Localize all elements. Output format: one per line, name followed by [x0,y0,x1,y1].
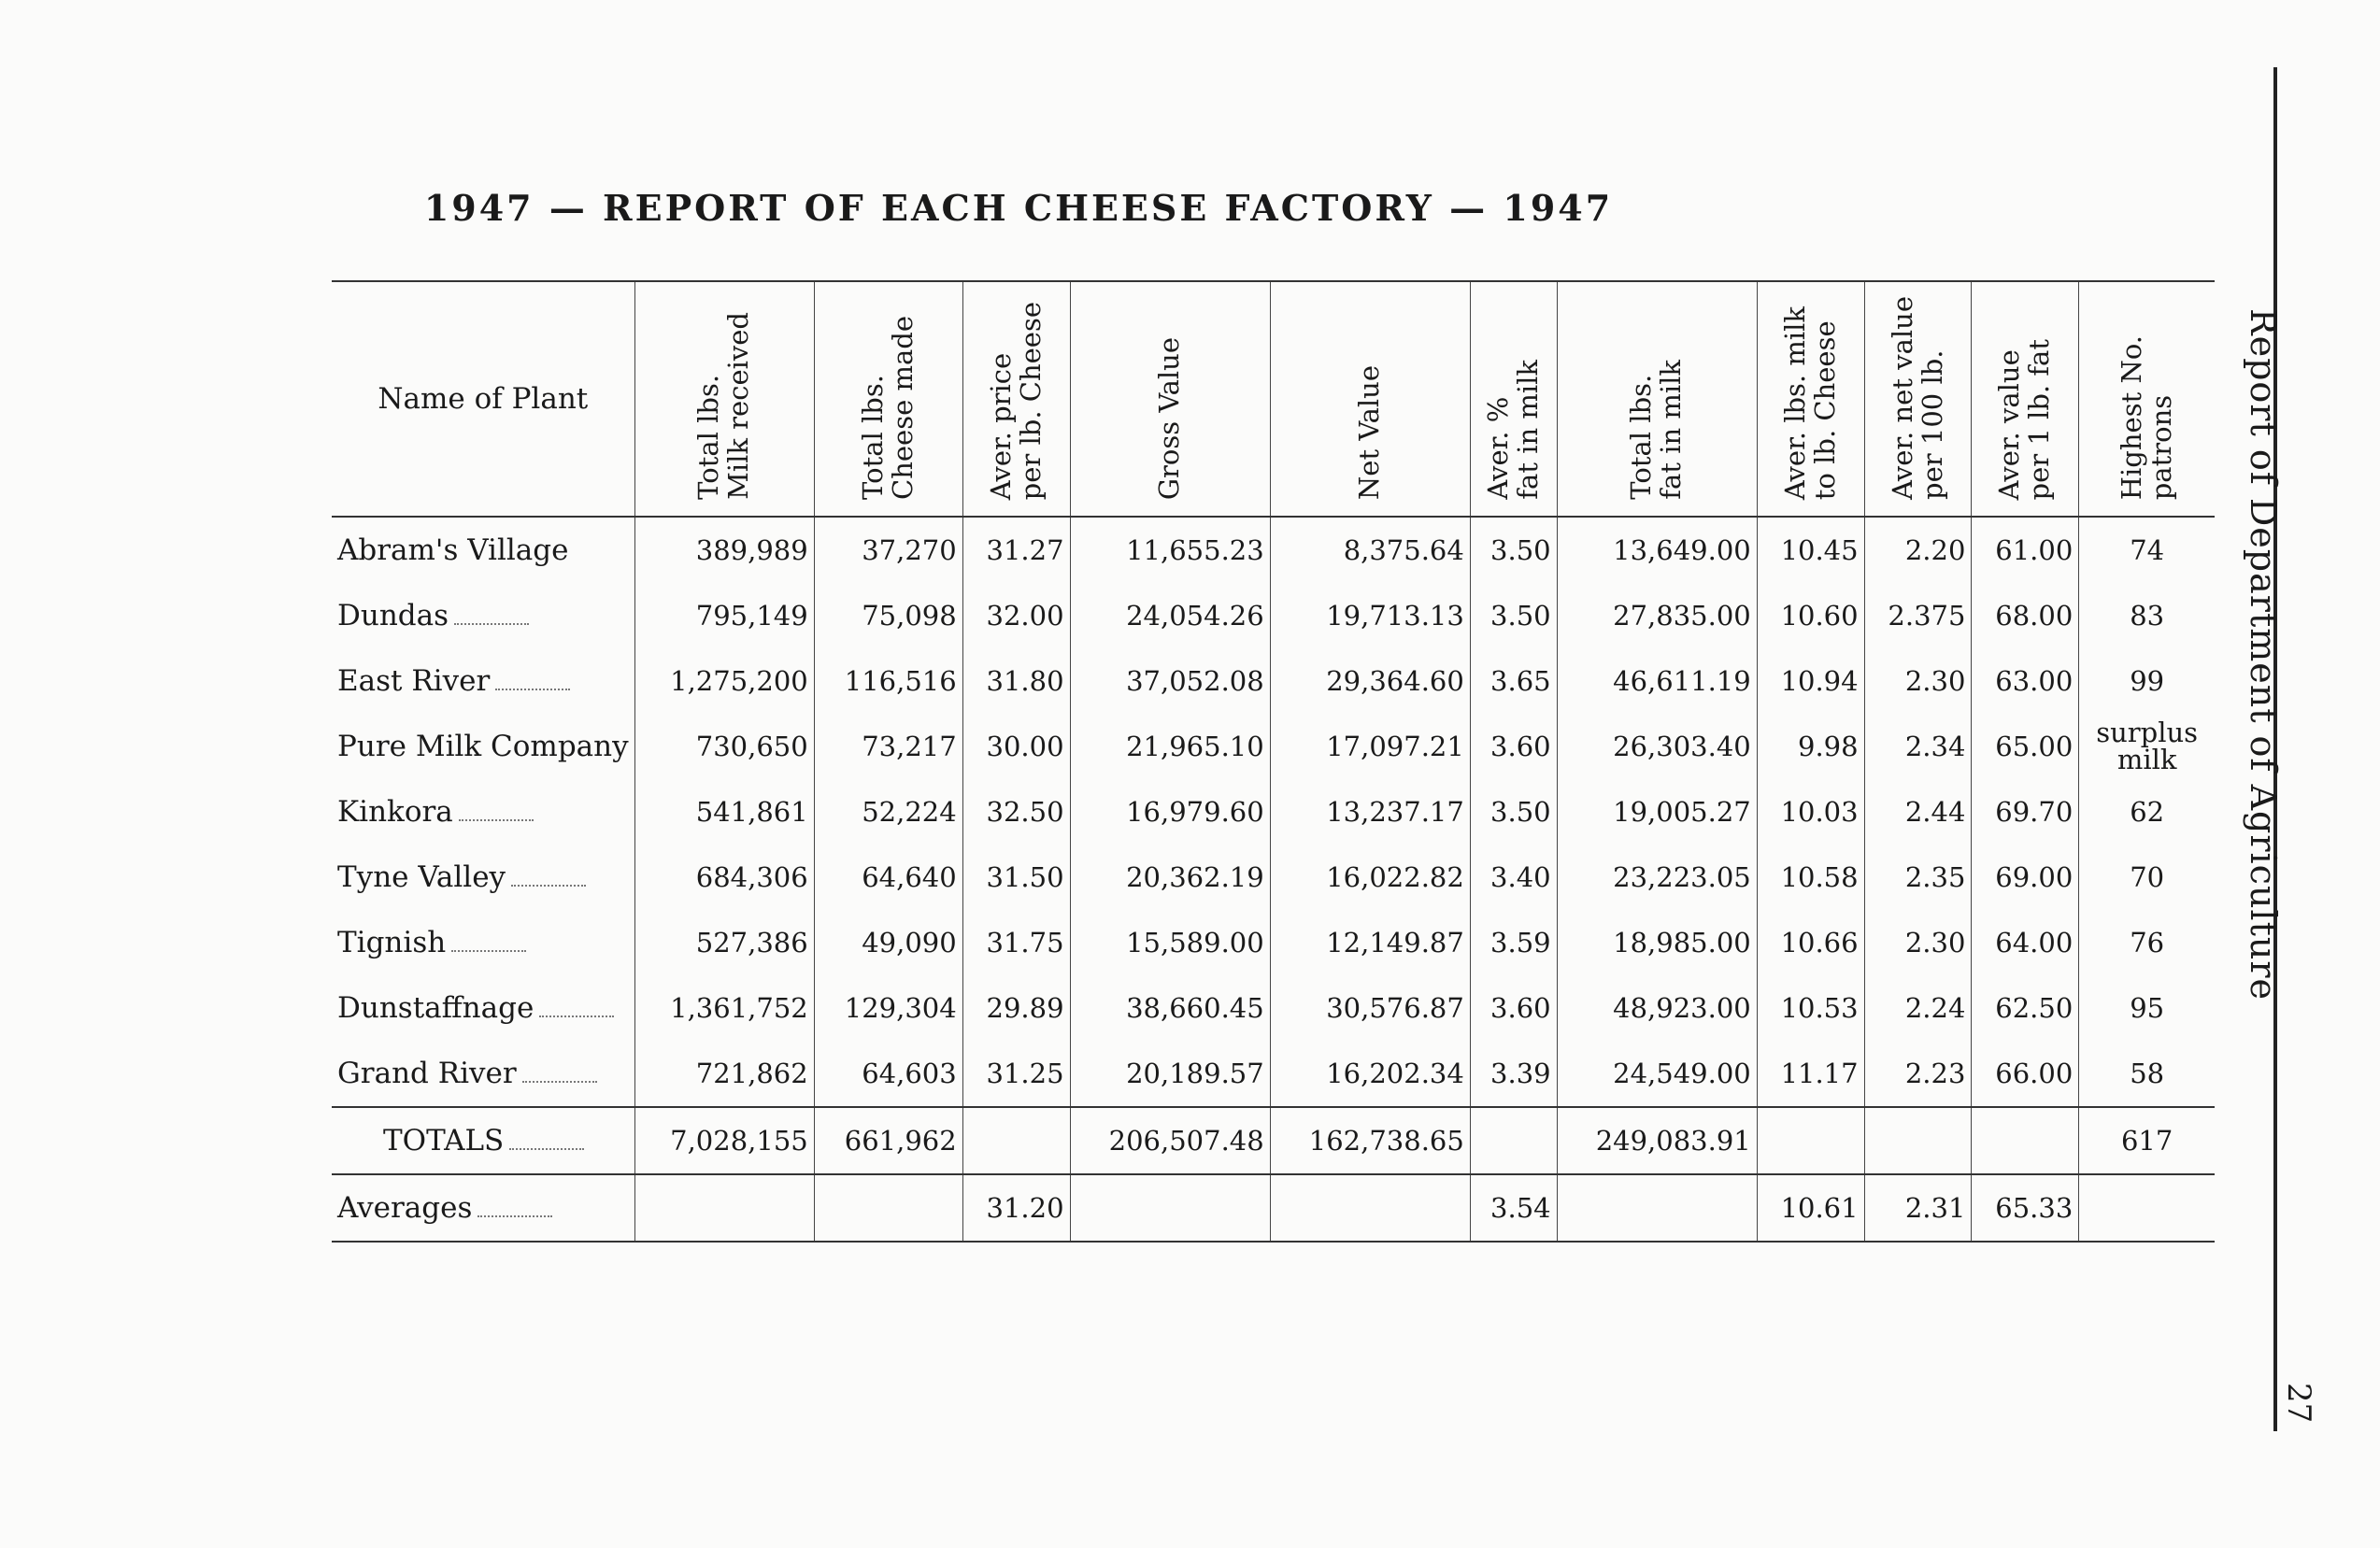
cell-total-fat: 249,083.91 [1557,1107,1757,1174]
header-row [332,281,2215,517]
cell-milk-to-cheese: 10.61 [1757,1174,1864,1242]
cell-milk-to-cheese: 9.98 [1757,714,1864,779]
table-row [332,845,2215,910]
cell-avg-fat-pct: 3.50 [1470,583,1557,648]
header-avg-price-per-lb: Aver. price per lb. Cheese [962,281,1070,517]
cell-net-value: 13,237.17 [1270,779,1470,845]
cell-value-per-lb-fat: 61.00 [1972,517,2079,583]
cell-gross-value [1070,1174,1270,1242]
cell-net-value [1270,1174,1470,1242]
cell-gross-value: 16,979.60 [1070,779,1270,845]
cell-net-value-per-100lb: 2.24 [1864,975,1972,1041]
cell-value-per-lb-fat: 65.33 [1972,1174,2079,1242]
cell-milk-to-cheese: 10.53 [1757,975,1864,1041]
cell-avg-fat-pct [1470,1107,1557,1174]
cell-net-value-per-100lb: 2.20 [1864,517,1972,583]
cell-milk-received: 1,361,752 [634,975,814,1041]
cell-milk-received: 721,862 [634,1041,814,1107]
cell-cheese-made: 661,962 [814,1107,962,1174]
cell-cheese-made: 73,217 [814,714,962,779]
cell-total-fat: 23,223.05 [1557,845,1757,910]
cell-highest-patrons: 95 [2079,975,2215,1041]
cell-milk-received [634,1174,814,1242]
cell-net-value-per-100lb: 2.30 [1864,910,1972,975]
cell-milk-received: 541,861 [634,779,814,845]
cell-highest-patrons: 83 [2079,583,2215,648]
cell-milk-received: 684,306 [634,845,814,910]
table-row [332,517,2215,583]
header-milk-received: Total lbs. Milk received [634,281,814,517]
cell-milk-to-cheese: 11.17 [1757,1041,1864,1107]
cell-avg-price-per-lb [962,1107,1070,1174]
cell-highest-patrons: 74 [2079,517,2215,583]
cell-avg-fat-pct: 3.54 [1470,1174,1557,1242]
cell-cheese-made: 37,270 [814,517,962,583]
table-row [332,975,2215,1041]
table-row [332,1041,2215,1107]
cell-avg-fat-pct: 3.59 [1470,910,1557,975]
cell-milk-to-cheese: 10.94 [1757,648,1864,714]
cell-total-fat: 19,005.27 [1557,779,1757,845]
running-head: Report of Department of Agriculture [2243,308,2284,1001]
cell-gross-value: 206,507.48 [1070,1107,1270,1174]
cell-plant-name: Tignish [332,910,634,975]
cell-total-fat: 26,303.40 [1557,714,1757,779]
header-total-fat: Total lbs. fat in milk [1557,281,1757,517]
cell-milk-to-cheese: 10.03 [1757,779,1864,845]
header-value-per-lb-fat: Aver. value per 1 lb. fat [1972,281,2079,517]
cell-milk-received: 730,650 [634,714,814,779]
leader-dots [509,1147,584,1150]
cell-plant-name: Tyne Valley [332,845,634,910]
cell-value-per-lb-fat: 69.00 [1972,845,2079,910]
cell-plant-name: Averages [332,1174,634,1242]
cell-milk-received: 389,989 [634,517,814,583]
cell-net-value-per-100lb: 2.35 [1864,845,1972,910]
cell-cheese-made: 49,090 [814,910,962,975]
cell-value-per-lb-fat: 66.00 [1972,1041,2079,1107]
cell-cheese-made: 75,098 [814,583,962,648]
cell-avg-price-per-lb: 32.50 [962,779,1070,845]
cell-value-per-lb-fat: 64.00 [1972,910,2079,975]
cell-value-per-lb-fat: 69.70 [1972,779,2079,845]
header-milk-to-cheese: Aver. lbs. milk to lb. Cheese [1757,281,1864,517]
cell-gross-value: 24,054.26 [1070,583,1270,648]
cell-avg-price-per-lb: 31.80 [962,648,1070,714]
cell-value-per-lb-fat: 62.50 [1972,975,2079,1041]
cell-net-value-per-100lb: 2.30 [1864,648,1972,714]
cell-milk-received: 7,028,155 [634,1107,814,1174]
cell-net-value-per-100lb: 2.34 [1864,714,1972,779]
cell-net-value: 16,022.82 [1270,845,1470,910]
cell-highest-patrons: surplus milk [2079,714,2215,779]
table-row [332,648,2215,714]
cell-total-fat: 24,549.00 [1557,1041,1757,1107]
cell-highest-patrons [2079,1174,2215,1242]
cell-net-value: 12,149.87 [1270,910,1470,975]
cell-cheese-made: 116,516 [814,648,962,714]
cell-cheese-made: 52,224 [814,779,962,845]
averages-row [332,1174,2215,1242]
cell-gross-value: 20,362.19 [1070,845,1270,910]
cell-highest-patrons: 62 [2079,779,2215,845]
cell-milk-to-cheese: 10.58 [1757,845,1864,910]
cell-net-value: 19,713.13 [1270,583,1470,648]
cell-net-value-per-100lb: 2.375 [1864,583,1972,648]
cell-avg-fat-pct: 3.50 [1470,779,1557,845]
cell-avg-fat-pct: 3.60 [1470,975,1557,1041]
cell-total-fat: 18,985.00 [1557,910,1757,975]
cell-milk-received: 1,275,200 [634,648,814,714]
cell-value-per-lb-fat: 68.00 [1972,583,2079,648]
cell-avg-fat-pct: 3.50 [1470,517,1557,583]
cell-total-fat [1557,1174,1757,1242]
header-gross-value: Gross Value [1070,281,1270,517]
cell-cheese-made [814,1174,962,1242]
cell-milk-received: 795,149 [634,583,814,648]
cell-gross-value: 21,965.10 [1070,714,1270,779]
totals-row [332,1107,2215,1174]
header-net-value-per-100lb: Aver. net value per 100 lb. [1864,281,1972,517]
cell-cheese-made: 64,603 [814,1041,962,1107]
cell-net-value-per-100lb [1864,1107,1972,1174]
cell-plant-name: Abram's Village [337,533,569,567]
cell-plant-name: Kinkora [332,779,634,845]
cell-highest-patrons: 617 [2079,1107,2215,1174]
cell-total-fat: 48,923.00 [1557,975,1757,1041]
header-net-value: Net Value [1270,281,1470,517]
leader-dots [522,1080,597,1083]
cell-avg-fat-pct: 3.39 [1470,1041,1557,1107]
cell-gross-value: 20,189.57 [1070,1041,1270,1107]
cell-net-value-per-100lb: 2.23 [1864,1041,1972,1107]
cell-value-per-lb-fat: 63.00 [1972,648,2079,714]
header-cheese-made: Total lbs. Cheese made [814,281,962,517]
leader-dots [477,1214,552,1217]
cell-milk-to-cheese: 10.45 [1757,517,1864,583]
cell-total-fat: 46,611.19 [1557,648,1757,714]
page-number: 27 [2280,1383,2317,1424]
leader-dots [495,688,570,690]
cell-net-value: 17,097.21 [1270,714,1470,779]
cell-net-value: 8,375.64 [1270,517,1470,583]
leader-dots [454,622,529,625]
cell-avg-price-per-lb: 31.50 [962,845,1070,910]
cell-plant-name: TOTALS [332,1107,634,1174]
cell-avg-price-per-lb: 31.25 [962,1041,1070,1107]
cell-avg-price-per-lb: 29.89 [962,975,1070,1041]
table-row [332,714,2215,779]
cell-value-per-lb-fat [1972,1107,2079,1174]
cell-avg-fat-pct: 3.60 [1470,714,1557,779]
cell-gross-value: 15,589.00 [1070,910,1270,975]
leader-dots [511,884,586,887]
leader-dots [539,1015,614,1017]
page-title: 1947 — REPORT OF EACH CHEESE FACTORY — 1947 [423,187,1614,229]
cell-milk-to-cheese: 10.60 [1757,583,1864,648]
cell-gross-value: 37,052.08 [1070,648,1270,714]
cell-gross-value: 11,655.23 [1070,517,1270,583]
cell-plant-name: Dundas [332,583,634,648]
cell-plant-name: East River [332,648,634,714]
cell-cheese-made: 129,304 [814,975,962,1041]
cell-net-value: 30,576.87 [1270,975,1470,1041]
cell-highest-patrons: 58 [2079,1041,2215,1107]
table-row [332,910,2215,975]
cell-avg-fat-pct: 3.40 [1470,845,1557,910]
cell-net-value: 162,738.65 [1270,1107,1470,1174]
cell-milk-received: 527,386 [634,910,814,975]
cell-plant-name: Pure Milk Company [337,730,629,763]
cell-highest-patrons: 70 [2079,845,2215,910]
header-avg-fat-pct: Aver. % fat in milk [1470,281,1557,517]
leader-dots [459,818,534,821]
cell-plant-name: Dunstaffnage [332,975,634,1041]
header-plant-name: Name of Plant [332,281,634,517]
cell-milk-to-cheese [1757,1107,1864,1174]
cell-net-value: 29,364.60 [1270,648,1470,714]
cell-avg-fat-pct: 3.65 [1470,648,1557,714]
cell-avg-price-per-lb: 32.00 [962,583,1070,648]
cell-value-per-lb-fat: 65.00 [1972,714,2079,779]
cell-total-fat: 27,835.00 [1557,583,1757,648]
cell-net-value: 16,202.34 [1270,1041,1470,1107]
cheese-factory-table [332,280,2215,1243]
cell-avg-price-per-lb: 30.00 [962,714,1070,779]
cell-avg-price-per-lb: 31.75 [962,910,1070,975]
cell-net-value-per-100lb: 2.44 [1864,779,1972,845]
leader-dots [451,949,526,952]
header-highest-patrons: Highest No. patrons [2079,281,2215,517]
cell-plant-name: Grand River [332,1041,634,1107]
table-row [332,779,2215,845]
cell-gross-value: 38,660.45 [1070,975,1270,1041]
table-row [332,583,2215,648]
cell-avg-price-per-lb: 31.27 [962,517,1070,583]
cell-highest-patrons: 99 [2079,648,2215,714]
cell-net-value-per-100lb: 2.31 [1864,1174,1972,1242]
cell-avg-price-per-lb: 31.20 [962,1174,1070,1242]
cell-cheese-made: 64,640 [814,845,962,910]
cell-milk-to-cheese: 10.66 [1757,910,1864,975]
cell-highest-patrons: 76 [2079,910,2215,975]
cell-total-fat: 13,649.00 [1557,517,1757,583]
